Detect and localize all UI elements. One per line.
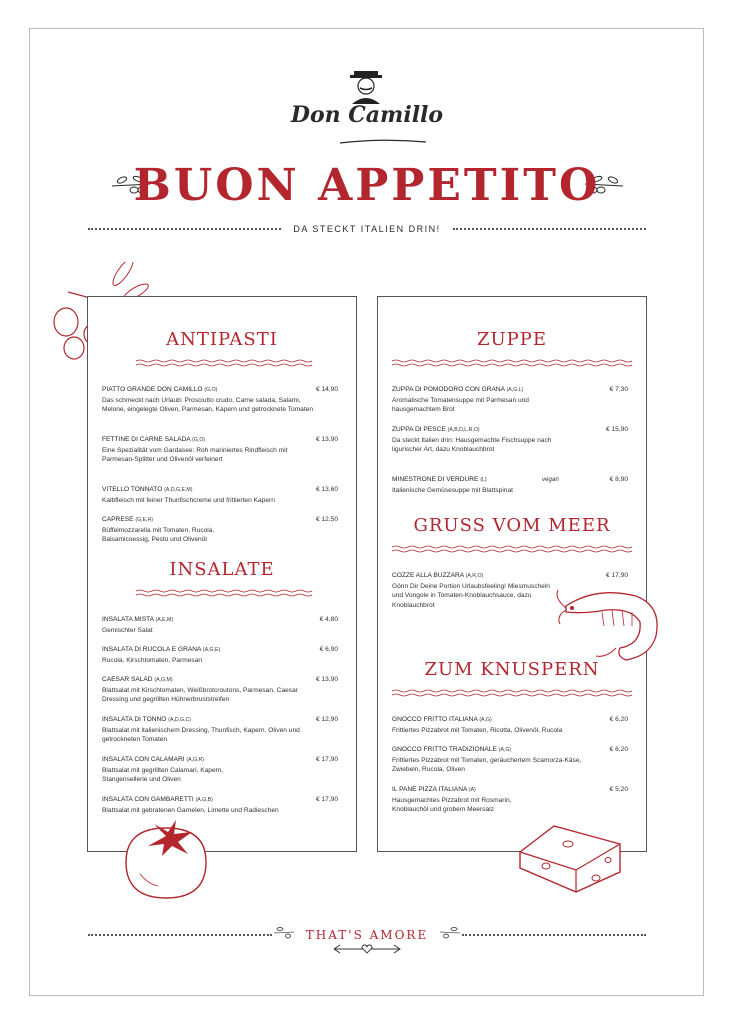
item-name: INSALATA MISTA [102,616,154,623]
item-price: € 4,80 [319,616,338,623]
item-allergens: (A,E,M) [155,617,174,623]
item-name: INSALATA DI TONNO [102,716,167,723]
wavy-divider [392,545,632,553]
item-allergens: (A,G,M) [154,677,173,683]
menu-column-left [87,296,357,852]
item-allergens: (A,R,O) [465,573,484,579]
item-price: € 8,90 [609,476,628,483]
item-price: € 17,90 [606,572,628,579]
item-name: MINESTRONE DI VERDURE [392,476,479,483]
menu-item [102,715,338,745]
item-description: Da steckt Italien drin: Hausgemachte Fischsuppe nach ligurischer Art, dazu Knoblauchbrot [392,436,552,454]
item-price: € 6,20 [609,716,628,723]
menu-item [102,485,338,505]
menu-item [392,745,628,775]
menu-item [392,385,628,415]
item-description: Blattsalat mit gebratenen Garnelen, Limette und Radieschen [102,806,279,814]
menu-item [102,435,338,465]
item-allergens: (A,G,E) [202,647,221,653]
item-description: Frittiertes Pizzabrot mit Tomaten, geräuchertem Scamorza-Käse, Zwiebeln, Rucola, Oliven [392,756,582,774]
subtitle-row [88,224,646,234]
section-title-meer: GRUSS VOM MEER [413,515,611,536]
page-subtitle: DA STECKT ITALIEN DRIN! [293,224,441,234]
footer-text: THAT'S AMORE [305,927,429,942]
menu-item [392,715,628,735]
item-price: € 17,90 [316,756,338,763]
item-name: INSALATA CON CALAMARI [102,756,185,763]
item-allergens: (A,G) [498,747,512,753]
item-name: COZZE ALLA BUZZARA [392,572,464,579]
wavy-divider [136,359,312,367]
item-description: Italienische Gemüsesuppe mit Blattspinat [392,486,513,494]
item-name: INSALATA DI RUCOLA E GRANA [102,646,202,653]
menu-item [392,425,628,455]
tomato-icon [118,818,214,907]
item-description: Frittiertes Pizzabrot mit Tomaten, Ricotta, Olivenöl, Rucola [392,726,563,734]
item-description: Büffelmozzarella mit Tomaten, Rucola, Balsamicoessig, Pesto und Olivenöl [102,526,215,544]
item-name: FETTINE DI CARNE SALADA [102,436,191,443]
section-title-insalate: INSALATE [169,559,275,580]
item-price: € 13,60 [316,486,338,493]
item-name: GNOCCO FRITTO ITALIANA [392,716,478,723]
menu-item [392,475,628,495]
heart-arrow-icon [332,942,402,961]
item-allergens: (G,O) [204,387,218,393]
item-name: CAPRESE [102,516,134,523]
menu-item [102,615,338,635]
item-description: Blattsalat mit Kirschtomaten, Weißbrotcroutons, Parmesan, Caesar Dressing und gegrillten Hühnerbruststreifen [102,686,298,704]
item-description: Kalbfleisch mit feiner Thunfischcreme und frittierten Kapern [102,496,275,504]
item-name: ZUPPA DI POMODORO CON GRANA [392,386,505,393]
item-allergens: (A,G,R) [186,757,204,763]
item-price: € 6,90 [319,646,338,653]
item-price: € 6,20 [609,746,628,753]
item-description: Blattsalat mit gegrillten Calamari, Kapern, Stangensellerie und Oliven [102,766,224,784]
shrimp-icon [556,586,668,669]
item-allergens: (A,D,G,E,M) [164,487,193,493]
item-price: € 14,90 [316,386,338,393]
wavy-divider [392,689,632,697]
item-name: PIATTO GRANDE DON CAMILLO [102,386,203,393]
menu-item [102,645,338,665]
item-allergens: (G,E,H) [135,517,153,523]
menu-item [102,755,338,785]
item-description: Das schmeckt nach Urlaub: Prosciutto crudo, Carne salada, Salami, Melone, eingelegte Oliven, Parmesan, Kapern und getrocknete Tomaten [102,396,314,414]
item-allergens: (A,G,L) [506,387,524,393]
item-description: Eine Spezialität vom Gardasee: Roh mariniertes Rindfleisch mit Parmesan-Splitter und Olivenöl verfeinert [102,446,288,464]
item-price: € 12,90 [316,716,338,723]
item-name: INSALATA CON GAMBARETTI [102,796,194,803]
wavy-divider [136,589,312,597]
item-price: € 13,90 [316,676,338,683]
item-description: Aromatische Tomatensuppe mit Parmesan und hausgemachtem Brot [392,396,529,414]
brand-logo-text: Don Camillo [290,102,444,128]
item-allergens: (A) [468,787,476,793]
item-price: € 15,90 [606,426,628,433]
menu-column-right [377,296,647,852]
section-title-zuppe: ZUPPE [476,329,548,350]
item-price: € 7,30 [609,386,628,393]
menu-item [392,785,628,815]
item-name: VITELLO TONNATO [102,486,163,493]
item-price: € 17,90 [316,796,338,803]
item-allergens: (G,O) [192,437,206,443]
logo-underline [338,132,428,150]
item-allergens: (A,G,B) [195,797,213,803]
dotted-divider [462,934,646,936]
item-allergens: (L) [480,477,487,483]
cheese-icon [516,822,628,899]
item-name: GNOCCO FRITTO TRADIZIONALE [392,746,497,753]
item-allergens: (A,G) [479,717,492,723]
item-price: € 13,90 [316,436,338,443]
page-title: BUON APPETITO [133,160,601,211]
item-price: € 12,50 [316,516,338,523]
item-name: IL PANE PIZZA ITALIANA [392,786,467,793]
vegan-tag: vegan [542,476,559,483]
item-description: Gönn Dir Deine Portion Urlaubsfeeling! Miesmuscheln und Vongole in Tomaten-Knoblauchsauce, dazu Knoblauchbrot [392,582,550,609]
section-title-knuspern: ZUM KNUSPERN [424,659,600,680]
item-description: Blattsalat mit italienischem Dressing, Thunfisch, Kapern, Oliven und getrockneten Tomaten [102,726,300,744]
dotted-divider [88,934,272,936]
dotted-divider [88,228,281,230]
item-name: ZUPPA DI PESCE [392,426,446,433]
item-description: Rucola, Kirschtomaten, Parmesan [102,656,203,664]
section-title-antipasti: ANTIPASTI [166,329,278,350]
menu-item [102,385,338,415]
item-price: € 5,20 [609,786,628,793]
item-description: Hausgemachtes Pizzabrot mit Rosmarin, Knoblauchöl und grobem Meersalz [392,796,512,814]
menu-item [102,515,338,545]
item-description: Gemischter Salat [102,626,153,634]
olive-branch-icon [272,925,296,944]
item-allergens: (A,D,G,C) [168,717,191,723]
item-name: CAESAR SALAD [102,676,153,683]
olive-branch-icon [438,925,462,944]
menu-item [102,795,338,815]
wavy-divider [392,359,632,367]
menu-item [102,675,338,705]
dotted-divider [453,228,646,230]
item-allergens: (A,B,D,L,R,O) [447,427,480,433]
